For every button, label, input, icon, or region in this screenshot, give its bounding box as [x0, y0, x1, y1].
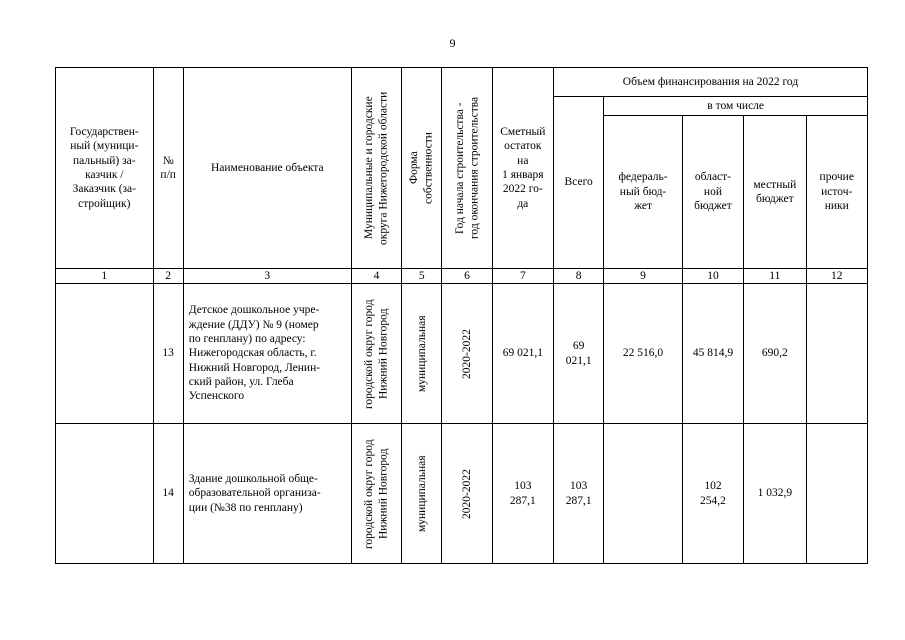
cell-estimated-balance: 69 021,1 — [492, 284, 553, 424]
cell-total: 69 021,1 — [554, 284, 604, 424]
cell-num: 14 — [153, 424, 183, 564]
cell-municipality: городской округ город Нижний Новгород — [351, 284, 401, 424]
cell-federal: 22 516,0 — [604, 284, 682, 424]
header-other: прочие источ- ники — [806, 116, 867, 269]
header-ownership: Форма собственности — [402, 68, 442, 269]
column-number: 12 — [806, 269, 867, 284]
cell-customer — [56, 284, 154, 424]
header-total: Всего — [554, 97, 604, 269]
column-number: 6 — [442, 269, 492, 284]
header-including: в том числе — [604, 97, 868, 116]
column-number: 9 — [604, 269, 682, 284]
cell-local: 690,2 — [744, 284, 806, 424]
header-object-name: Наименование объекта — [183, 68, 351, 269]
cell-ownership: муниципальная — [402, 424, 442, 564]
header-funding-group: Объем финансирования на 2022 год — [554, 68, 868, 97]
cell-estimated-balance: 103 287,1 — [492, 424, 553, 564]
header-estimated-balance: Сметный остаток на 1 января 2022 го- да — [492, 68, 553, 269]
table-row — [56, 424, 868, 564]
cell-local: 1 032,9 — [744, 424, 806, 564]
column-number-row — [56, 269, 868, 284]
cell-federal — [604, 424, 682, 564]
header-row-1 — [56, 68, 868, 97]
column-number: 4 — [351, 269, 401, 284]
cell-object-name: Здание дошкольной обще- образовательной организа- ции (№38 по генплану) — [183, 424, 351, 564]
column-number: 2 — [153, 269, 183, 284]
cell-num: 13 — [153, 284, 183, 424]
header-federal: федераль- ный бюд- жет — [604, 116, 682, 269]
header-local: местный бюджет — [744, 116, 806, 269]
column-number: 1 — [56, 269, 154, 284]
cell-regional: 45 814,9 — [682, 284, 743, 424]
header-years: Год начала строительства - год окончания строительства — [442, 68, 492, 269]
cell-years: 2020-2022 — [442, 284, 492, 424]
table-row — [56, 284, 868, 424]
cell-object-name: Детское дошкольное учре- ждение (ДДУ) № 9 (номер по генплану) по адресу: Нижегородская область, г. Нижний Новгород, Ленин- ский район, ул. Глеба Успенского — [183, 284, 351, 424]
cell-ownership: муниципальная — [402, 284, 442, 424]
column-number: 8 — [554, 269, 604, 284]
column-number: 3 — [183, 269, 351, 284]
column-number: 5 — [402, 269, 442, 284]
header-municipality: Муниципальные и городские округа Нижегородской области — [351, 68, 401, 269]
header-customer: Государствен- ный (муници- пальный) за- казчик / Заказчик (за- стройщик) — [56, 68, 154, 269]
header-regional: област- ной бюджет — [682, 116, 743, 269]
column-number: 11 — [744, 269, 806, 284]
cell-other — [806, 284, 867, 424]
cell-years: 2020-2022 — [442, 424, 492, 564]
column-number: 7 — [492, 269, 553, 284]
header-num: № п/п — [153, 68, 183, 269]
cell-other — [806, 424, 867, 564]
cell-municipality: городской округ город Нижний Новгород — [351, 424, 401, 564]
page-number: 9 — [449, 36, 456, 50]
financing-table — [55, 67, 868, 564]
cell-total: 103 287,1 — [554, 424, 604, 564]
cell-regional: 102 254,2 — [682, 424, 743, 564]
cell-customer — [56, 424, 154, 564]
column-number: 10 — [682, 269, 743, 284]
